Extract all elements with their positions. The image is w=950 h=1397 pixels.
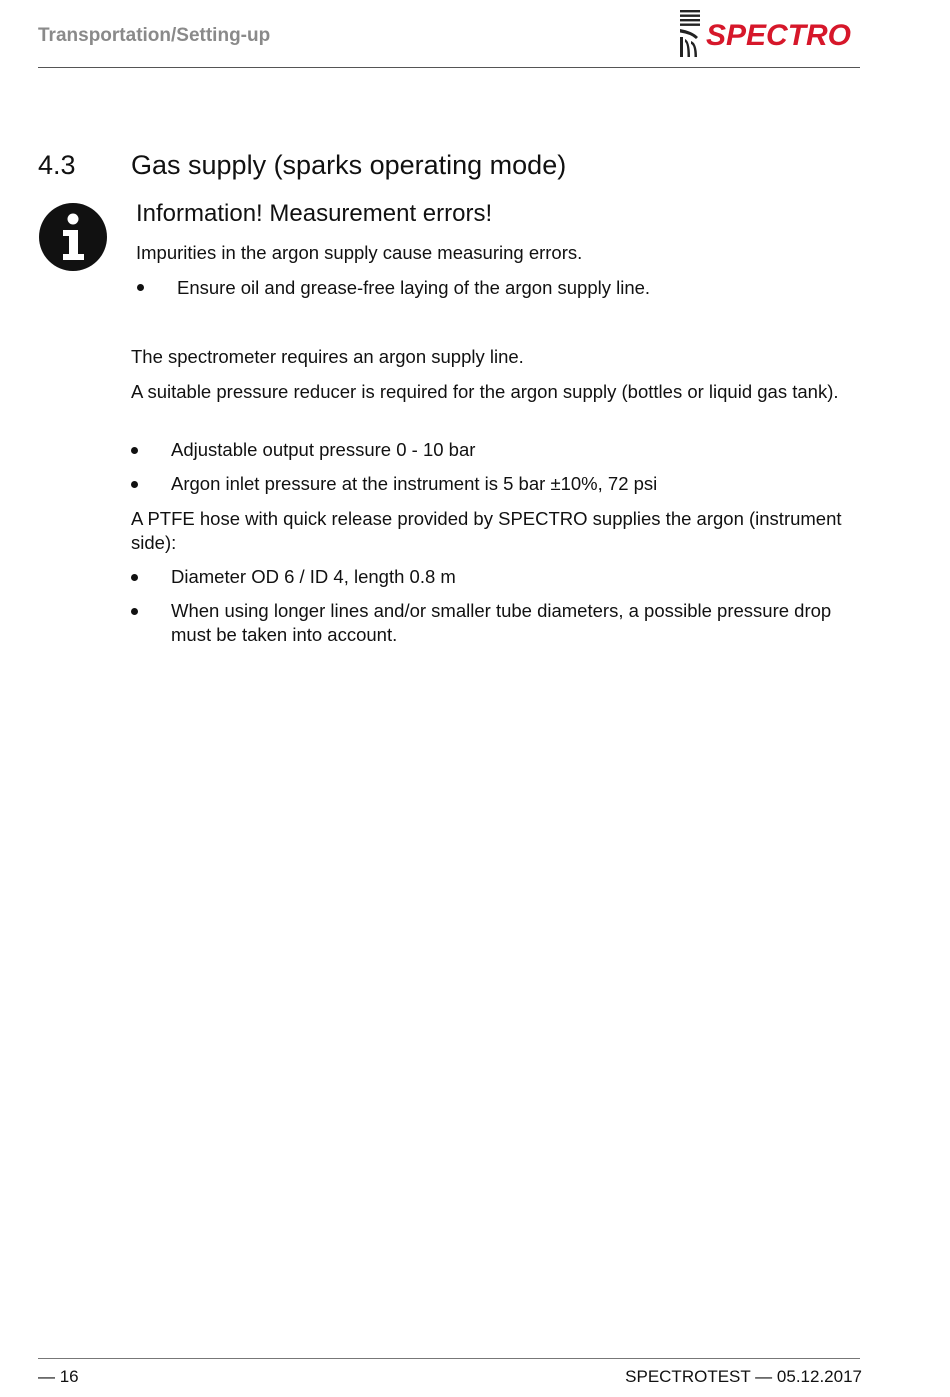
- paragraph-ptfe-hose: A PTFE hose with quick release provided by SPECTRO supplies the argon (instrument side):: [131, 508, 842, 553]
- list-bullet: [131, 608, 138, 615]
- list-item-output-pressure: Adjustable output pressure 0 - 10 bar: [171, 439, 476, 460]
- paragraph-argon-line: The spectrometer requires an argon supply line.: [131, 346, 524, 367]
- header-divider: [38, 67, 860, 68]
- paragraph-pressure-reducer: A suitable pressure reducer is required for the argon supply (bottles or liquid gas tank).: [131, 381, 839, 402]
- header-section-title: Transportation/Setting-up: [38, 25, 271, 46]
- list-bullet: [131, 574, 138, 581]
- footer-divider: [38, 1358, 860, 1359]
- notice-heading: Information! Measurement errors!: [136, 200, 493, 227]
- page-number: — 16: [38, 1367, 79, 1386]
- list-item-diameter: Diameter OD 6 / ID 4, length 0.8 m: [171, 566, 456, 587]
- information-icon: [38, 202, 108, 272]
- section-title: Gas supply (sparks operating mode): [131, 150, 567, 180]
- spectro-logo: [678, 7, 860, 59]
- list-item-pressure-drop: When using longer lines and/or smaller tube diameters, a possible pressure drop must be taken into account.: [171, 600, 832, 645]
- notice-text: Impurities in the argon supply cause measuring errors.: [136, 242, 583, 263]
- list-bullet: [131, 447, 138, 454]
- svg-text:SPECTRO: SPECTRO: [706, 19, 852, 52]
- notice-bullet-text: Ensure oil and grease-free laying of the argon supply line.: [177, 277, 651, 298]
- notice-bullet: [137, 284, 144, 291]
- document-id: SPECTROTEST — 05.12.2017: [625, 1367, 862, 1386]
- list-bullet: [131, 481, 138, 488]
- section-number: 4.3: [38, 150, 76, 180]
- list-item-inlet-pressure: Argon inlet pressure at the instrument is 5 bar ±10%, 72 psi: [171, 473, 658, 494]
